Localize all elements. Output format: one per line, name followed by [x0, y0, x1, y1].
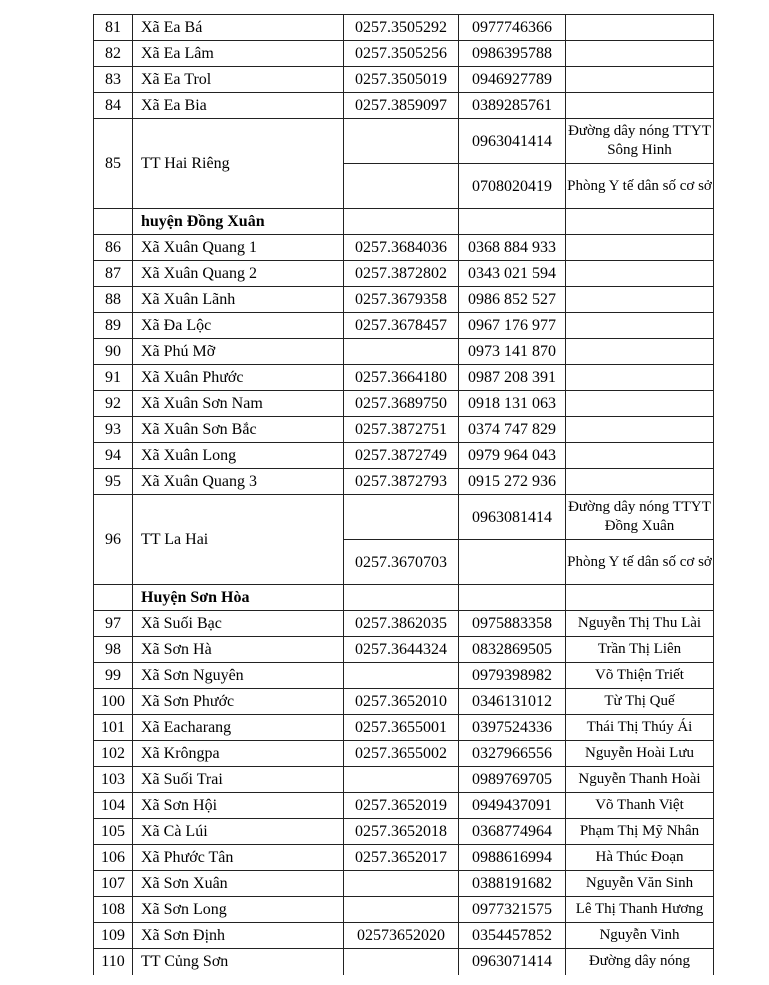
row-number: 106 [94, 845, 133, 871]
row-number: 104 [94, 793, 133, 819]
commune-name: Xã Sơn Hội [133, 793, 344, 819]
row-number: 102 [94, 741, 133, 767]
contact-note: Nguyễn Thanh Hoài [566, 767, 714, 793]
commune-name: Xã Phước Tân [133, 845, 344, 871]
commune-name: Xã Sơn Phước [133, 689, 344, 715]
table-row [94, 715, 714, 741]
contact-note [566, 417, 714, 443]
commune-name: Xã Phú Mỡ [133, 339, 344, 365]
table-row [94, 391, 714, 417]
contact-note: Đường dây nóng [566, 949, 714, 975]
mobile-phone: 0946927789 [459, 67, 566, 93]
mobile-phone: 0832869505 [459, 637, 566, 663]
mobile-phone: 0987 208 391 [459, 365, 566, 391]
table-row [94, 443, 714, 469]
table-row [94, 67, 714, 93]
landline-phone [344, 495, 459, 540]
commune-name: Xã Ea Lâm [133, 41, 344, 67]
mobile-phone: 0915 272 936 [459, 469, 566, 495]
table-row [94, 871, 714, 897]
mobile-phone: 0354457852 [459, 923, 566, 949]
table-row [94, 663, 714, 689]
row-number: 100 [94, 689, 133, 715]
row-number: 92 [94, 391, 133, 417]
contact-note [566, 339, 714, 365]
row-number: 110 [94, 949, 133, 975]
row-number: 101 [94, 715, 133, 741]
row-number: 94 [94, 443, 133, 469]
commune-name: Xã Xuân Quang 3 [133, 469, 344, 495]
row-number: 81 [94, 15, 133, 41]
table-row [94, 119, 714, 164]
commune-name: Xã Ea Bá [133, 15, 344, 41]
mobile-phone: 0967 176 977 [459, 313, 566, 339]
table-row [94, 41, 714, 67]
table-row [94, 949, 714, 975]
mobile-phone: 0327966556 [459, 741, 566, 767]
row-number: 99 [94, 663, 133, 689]
table-row [94, 793, 714, 819]
row-number: 87 [94, 261, 133, 287]
commune-name: Xã Sơn Định [133, 923, 344, 949]
commune-name: Xã Sơn Long [133, 897, 344, 923]
contact-note: Trần Thị Liên [566, 637, 714, 663]
landline-phone [344, 767, 459, 793]
landline-phone: 0257.3644324 [344, 637, 459, 663]
commune-name: Xã Xuân Long [133, 443, 344, 469]
mobile-phone: 0397524336 [459, 715, 566, 741]
commune-name: Xã Xuân Quang 1 [133, 235, 344, 261]
row-number: 98 [94, 637, 133, 663]
commune-name: Xã Sơn Hà [133, 637, 344, 663]
mobile-phone: 0973 141 870 [459, 339, 566, 365]
contact-note: Đường dây nóng TTYT Đồng Xuân [566, 495, 714, 540]
commune-name: Xã Sơn Xuân [133, 871, 344, 897]
table-row [94, 469, 714, 495]
table-row [94, 261, 714, 287]
commune-name: TT La Hai [133, 495, 344, 585]
landline-phone: 0257.3655002 [344, 741, 459, 767]
row-number: 97 [94, 611, 133, 637]
mobile-phone: 0368774964 [459, 819, 566, 845]
landline-phone: 0257.3872749 [344, 443, 459, 469]
contact-note [566, 443, 714, 469]
row-number: 82 [94, 41, 133, 67]
contact-note: Hà Thúc Đoạn [566, 845, 714, 871]
landline-phone [344, 119, 459, 164]
table-row [94, 897, 714, 923]
mobile-phone: 0979398982 [459, 663, 566, 689]
landline-phone: 0257.3652010 [344, 689, 459, 715]
contact-note [566, 93, 714, 119]
table-row [94, 611, 714, 637]
landline-phone: 0257.3689750 [344, 391, 459, 417]
landline-phone [344, 949, 459, 975]
mobile-phone: 0977746366 [459, 15, 566, 41]
commune-name: Xã Xuân Phước [133, 365, 344, 391]
contact-note [566, 469, 714, 495]
row-number: 95 [94, 469, 133, 495]
group-header-row [94, 209, 714, 235]
commune-name: Xã Eacharang [133, 715, 344, 741]
landline-phone [344, 871, 459, 897]
table-row [94, 365, 714, 391]
row-number: 85 [94, 119, 133, 209]
landline-phone: 02573652020 [344, 923, 459, 949]
landline-phone: 0257.3872793 [344, 469, 459, 495]
table-row [94, 689, 714, 715]
row-number: 103 [94, 767, 133, 793]
row-number: 84 [94, 93, 133, 119]
table-row [94, 287, 714, 313]
contact-note: Đường dây nóng TTYT Sông Hinh [566, 119, 714, 164]
district-heading: huyện Đồng Xuân [133, 209, 344, 235]
mobile-phone: 0918 131 063 [459, 391, 566, 417]
landline-phone: 0257.3505292 [344, 15, 459, 41]
mobile-phone: 0343 021 594 [459, 261, 566, 287]
commune-name: Xã Ea Trol [133, 67, 344, 93]
mobile-phone: 0388191682 [459, 871, 566, 897]
contact-note [566, 235, 714, 261]
commune-name: Xã Sơn Nguyên [133, 663, 344, 689]
commune-name: Xã Suối Trai [133, 767, 344, 793]
mobile-phone: 0988616994 [459, 845, 566, 871]
table-row [94, 15, 714, 41]
table-row [94, 417, 714, 443]
contact-note [566, 313, 714, 339]
table-row [94, 923, 714, 949]
commune-name: Xã Krôngpa [133, 741, 344, 767]
contact-note: Võ Thiện Triết [566, 663, 714, 689]
table-row [94, 637, 714, 663]
mobile-phone: 0368 884 933 [459, 235, 566, 261]
contact-note: Võ Thanh Việt [566, 793, 714, 819]
mobile-phone: 0975883358 [459, 611, 566, 637]
row-number: 90 [94, 339, 133, 365]
contact-note: Thái Thị Thúy Ái [566, 715, 714, 741]
mobile-phone: 0963081414 [459, 495, 566, 540]
landline-phone: 0257.3679358 [344, 287, 459, 313]
mobile-phone: 0389285761 [459, 93, 566, 119]
landline-phone: 0257.3684036 [344, 235, 459, 261]
mobile-phone: 0986395788 [459, 41, 566, 67]
landline-phone: 0257.3862035 [344, 611, 459, 637]
commune-name: TT Củng Sơn [133, 949, 344, 975]
commune-name: Xã Suối Bạc [133, 611, 344, 637]
group-header-row [94, 585, 714, 611]
contact-note: Lê Thị Thanh Hương [566, 897, 714, 923]
landline-phone: 0257.3872802 [344, 261, 459, 287]
contact-note: Phạm Thị Mỹ Nhân [566, 819, 714, 845]
landline-phone: 0257.3652017 [344, 845, 459, 871]
table-row [94, 313, 714, 339]
contact-note [566, 365, 714, 391]
contact-note [566, 15, 714, 41]
commune-name: Xã Xuân Sơn Nam [133, 391, 344, 417]
landline-phone: 0257.3872751 [344, 417, 459, 443]
mobile-phone: 0949437091 [459, 793, 566, 819]
mobile-phone: 0708020419 [459, 164, 566, 209]
mobile-phone [459, 540, 566, 585]
landline-phone [344, 339, 459, 365]
district-heading: Huyện Sơn Hòa [133, 585, 344, 611]
table-row [94, 495, 714, 540]
contact-note: Phòng Y tế dân số cơ sở [566, 540, 714, 585]
table-row [94, 819, 714, 845]
commune-name: Xã Xuân Quang 2 [133, 261, 344, 287]
table-row [94, 767, 714, 793]
row-number: 89 [94, 313, 133, 339]
contact-note [566, 287, 714, 313]
table-row [94, 845, 714, 871]
landline-phone: 0257.3652019 [344, 793, 459, 819]
landline-phone: 0257.3655001 [344, 715, 459, 741]
mobile-phone: 0989769705 [459, 767, 566, 793]
commune-name: Xã Xuân Sơn Bắc [133, 417, 344, 443]
contact-note [566, 391, 714, 417]
row-number: 91 [94, 365, 133, 391]
mobile-phone: 0346131012 [459, 689, 566, 715]
table-row [94, 93, 714, 119]
mobile-phone: 0979 964 043 [459, 443, 566, 469]
landline-phone: 0257.3652018 [344, 819, 459, 845]
contact-note: Nguyễn Thị Thu Lài [566, 611, 714, 637]
commune-name: Xã Ea Bia [133, 93, 344, 119]
row-number: 109 [94, 923, 133, 949]
row-number: 88 [94, 287, 133, 313]
mobile-phone: 0986 852 527 [459, 287, 566, 313]
landline-phone: 0257.3505256 [344, 41, 459, 67]
commune-name: Xã Cà Lúi [133, 819, 344, 845]
contact-note [566, 67, 714, 93]
landline-phone: 0257.3859097 [344, 93, 459, 119]
contact-note [566, 261, 714, 287]
commune-name: Xã Xuân Lãnh [133, 287, 344, 313]
landline-phone: 0257.3678457 [344, 313, 459, 339]
commune-name: TT Hai Riêng [133, 119, 344, 209]
landline-phone: 0257.3505019 [344, 67, 459, 93]
commune-name: Xã Đa Lộc [133, 313, 344, 339]
landline-phone [344, 663, 459, 689]
row-number: 105 [94, 819, 133, 845]
contact-note: Nguyễn Hoài Lưu [566, 741, 714, 767]
landline-phone: 0257.3670703 [344, 540, 459, 585]
mobile-phone: 0963071414 [459, 949, 566, 975]
table-row [94, 741, 714, 767]
row-number: 96 [94, 495, 133, 585]
table-row [94, 235, 714, 261]
landline-phone [344, 164, 459, 209]
mobile-phone: 0963041414 [459, 119, 566, 164]
row-number: 83 [94, 67, 133, 93]
mobile-phone: 0374 747 829 [459, 417, 566, 443]
contact-table [93, 14, 714, 975]
contact-note: Từ Thị Quế [566, 689, 714, 715]
contact-note: Phòng Y tế dân số cơ sở [566, 164, 714, 209]
landline-phone: 0257.3664180 [344, 365, 459, 391]
contact-note: Nguyễn Vinh [566, 923, 714, 949]
row-number: 93 [94, 417, 133, 443]
contact-note [566, 41, 714, 67]
row-number: 86 [94, 235, 133, 261]
row-number: 107 [94, 871, 133, 897]
mobile-phone: 0977321575 [459, 897, 566, 923]
landline-phone [344, 897, 459, 923]
row-number: 108 [94, 897, 133, 923]
table-row [94, 339, 714, 365]
contact-note: Nguyễn Văn Sinh [566, 871, 714, 897]
